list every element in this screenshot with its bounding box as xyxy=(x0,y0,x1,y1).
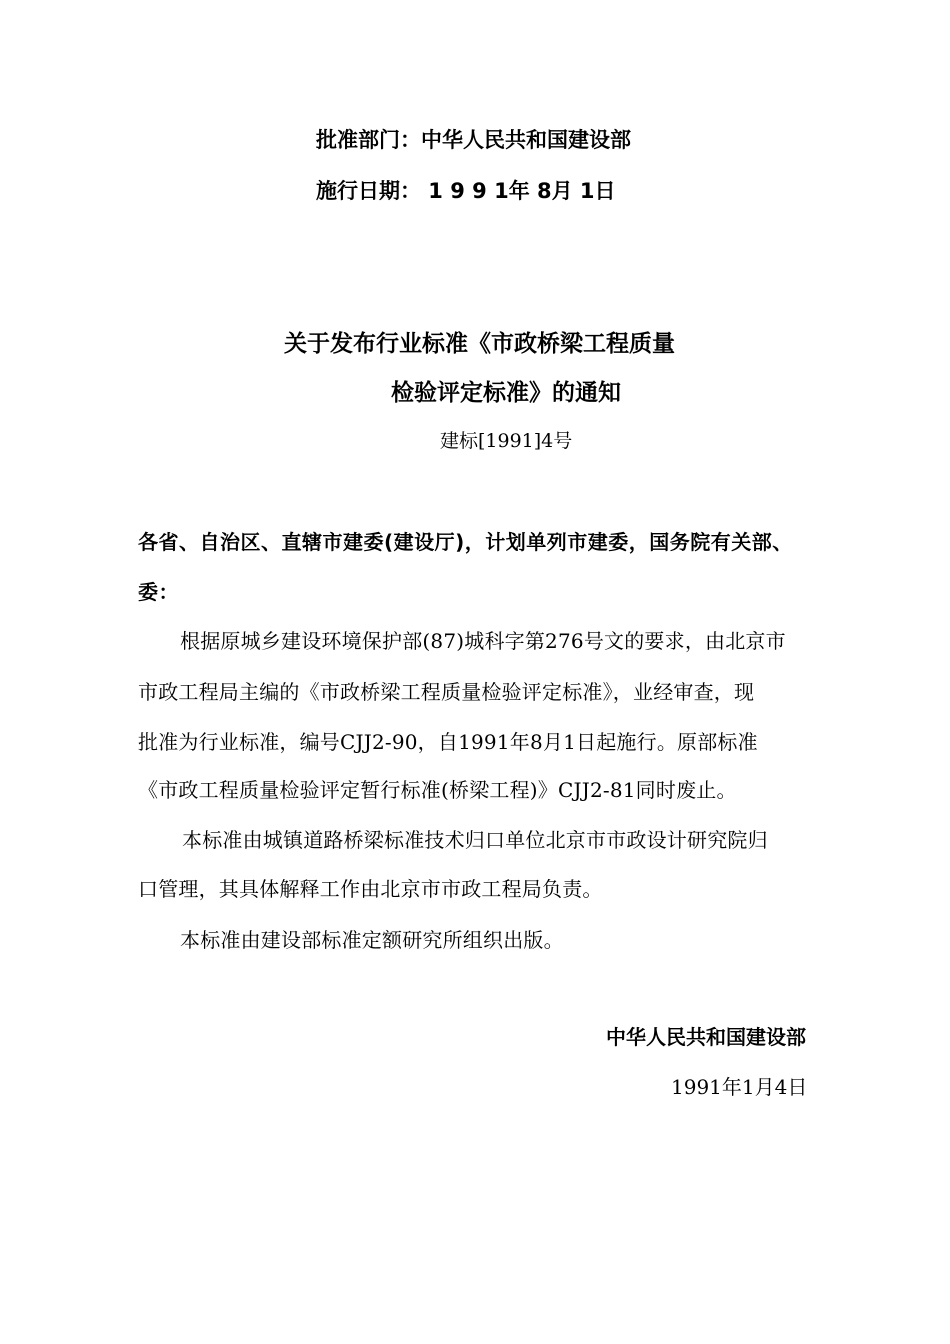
paragraph-1-line-1: 根据原城乡建设环境保护部(87)城科字第276号文的要求，由北京市 xyxy=(180,629,786,653)
paragraph-2-line-2: 口管理，其具体解释工作由北京市市政工程局负责。 xyxy=(138,877,603,901)
document-number: 建标[1991]4号 xyxy=(440,430,573,452)
paragraph-1-line-4: 《市政工程质量检验评定暂行标准(桥梁工程)》CJJ2-81同时废止。 xyxy=(138,778,737,802)
approval-department: 批准部门：中华人民共和国建设部 xyxy=(316,128,631,152)
effective-date: 施行日期： 1 9 9 1年 8月 1日 xyxy=(316,179,616,203)
paragraph-3-line-1: 本标准由建设部标准定额研究所组织出版。 xyxy=(180,928,564,952)
paragraph-1-line-3: 批准为行业标准，编号CJJ2-90，自1991年8月1日起施行。原部标准 xyxy=(138,730,758,754)
signature-date: 1991年1月4日 xyxy=(671,1075,808,1099)
signature-organization: 中华人民共和国建设部 xyxy=(606,1025,806,1049)
addressee-line-2: 委： xyxy=(138,580,179,604)
addressee-line-1: 各省、自治区、直辖市建委(建设厅)，计划单列市建委，国务院有关部、 xyxy=(138,530,793,554)
paragraph-2-line-1: 本标准由城镇道路桥梁标准技术归口单位北京市市政设计研究院归 xyxy=(182,828,768,852)
notice-title-line-1: 关于发布行业标准《市政桥梁工程质量 xyxy=(284,331,675,357)
notice-title-line-2: 检验评定标准》的通知 xyxy=(391,380,621,406)
paragraph-1-line-2: 市政工程局主编的《市政桥梁工程质量检验评定标准》，业经审查，现 xyxy=(138,680,755,704)
